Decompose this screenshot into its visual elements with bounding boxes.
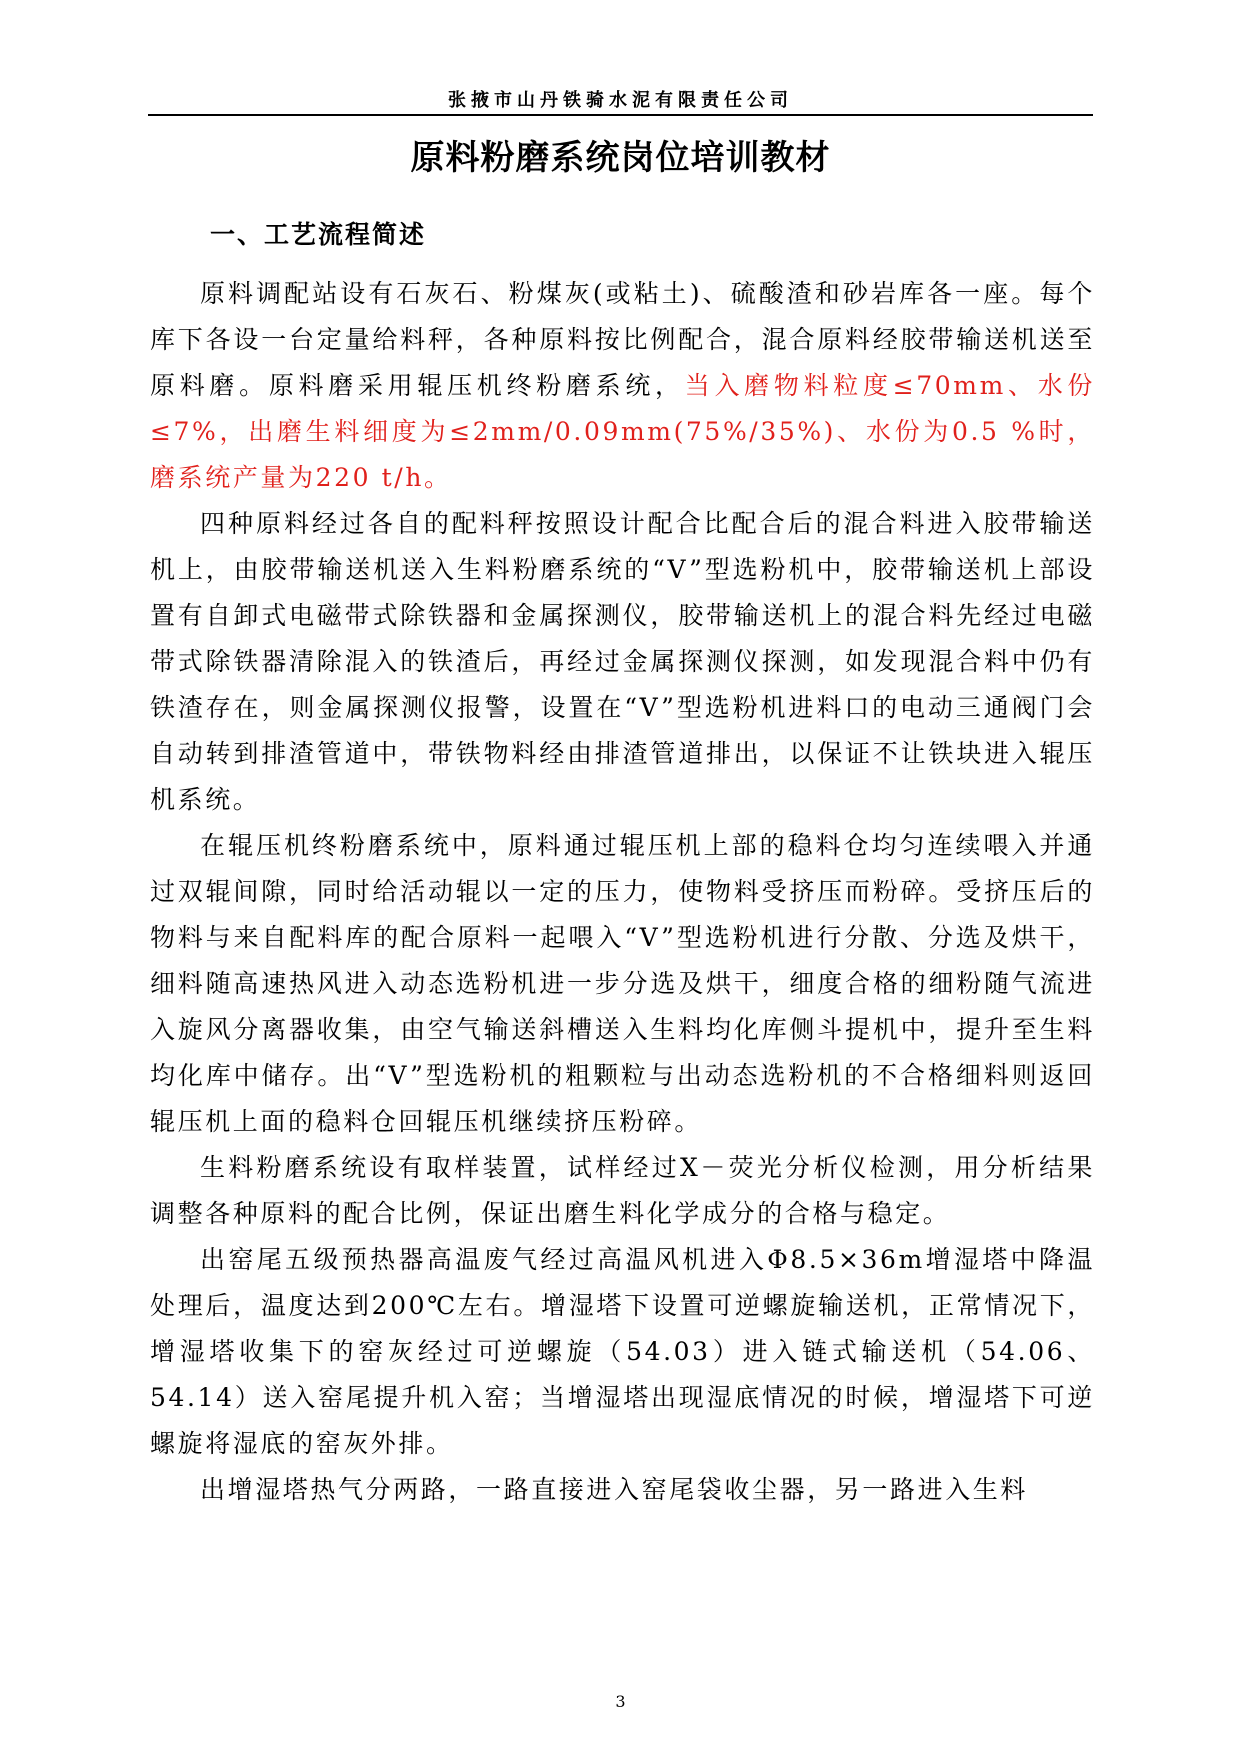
company-header: 张掖市山丹铁骑水泥有限责任公司 [448,90,793,111]
paragraph-3: 在辊压机终粉磨系统中，原料通过辊压机上部的稳料仓均匀连续喂入并通过双辊间隙，同时给活动辊以一定的压力，使物料受挤压而粉碎。受挤压后的物料与来自配料库的配合原料一起喂入“V”型选粉机进行分散、分选及烘干，细料随高速热风进入动态选粉机进一步分选及烘干，细度合格的细粉随气流进入旋风分离器收集，由空气输送斜槽送入生料均化库侧斗提机中，提升至生料均化库中储存。出“V”型选粉机的粗颗粒与出动态选粉机的不合格细料则返回辊压机上面的稳料仓回辊压机继续挤压粉碎。 [150,831,1095,1136]
paragraph-1 [150,271,1095,501]
paragraph-1-highlight: 当入磨物料粒度≤70mm、水份≤7%，出磨生料细度为≤2mm/0.09mm(75%/35%)、水份为0.5 %时，磨系统产量为220 t/h。 [150,371,1095,492]
paragraph-2: 四种原料经过各自的配料秤按照设计配合比配合后的混合料进入胶带输送机上，由胶带输送机送入生料粉磨系统的“V”型选粉机中，胶带输送机上部设置有自卸式电磁带式除铁器和金属探测仪，胶带输送机上的混合料先经过电磁带式除铁器清除混入的铁渣后，再经过金属探测仪探测，如发现混合料中仍有铁渣存在，则金属探测仪报警，设置在“V”型选粉机进料口的电动三通阀门会自动转到排渣管道中，带铁物料经由排渣管道排出，以保证不让铁块进入辊压机系统。 [150,509,1095,814]
header-rule [148,114,1093,116]
paragraph-6: 出增湿塔热气分两路，一路直接进入窑尾袋收尘器，另一路进入生料 [200,1475,1029,1504]
document-title: 原料粉磨系统岗位培训教材 [410,138,831,178]
body-text [150,271,1095,1513]
paragraph-5: 出窑尾五级预热器高温废气经过高温风机进入Φ8.5×36m增湿塔中降温处理后，温度达到200℃左右。增湿塔下设置可逆螺旋输送机，正常情况下，增湿塔收集下的窑灰经过可逆螺旋（54.03）进入链式输送机（54.06、54.14）送入窑尾提升机入窑；当增湿塔出现湿底情况的时候，增湿塔下可逆螺旋将湿底的窑灰外排。 [150,1245,1095,1458]
page-number: 3 [615,1692,626,1711]
section-heading: 一、工艺流程简述 [210,220,427,249]
paragraph-1-text: 原料调配站设有石灰石、粉煤灰(或粘土)、硫酸渣和砂岩库各一座。每个库下各设一台定量给料秤，各种原料按比例配合，混合原料经胶带输送机送至原料磨。原料磨采用辊压机终粉磨系统， [150,279,1095,400]
paragraph-4: 生料粉磨系统设有取样装置，试样经过X－荧光分析仪检测，用分析结果调整各种原料的配合比例，保证出磨生料化学成分的合格与稳定。 [150,1153,1095,1228]
